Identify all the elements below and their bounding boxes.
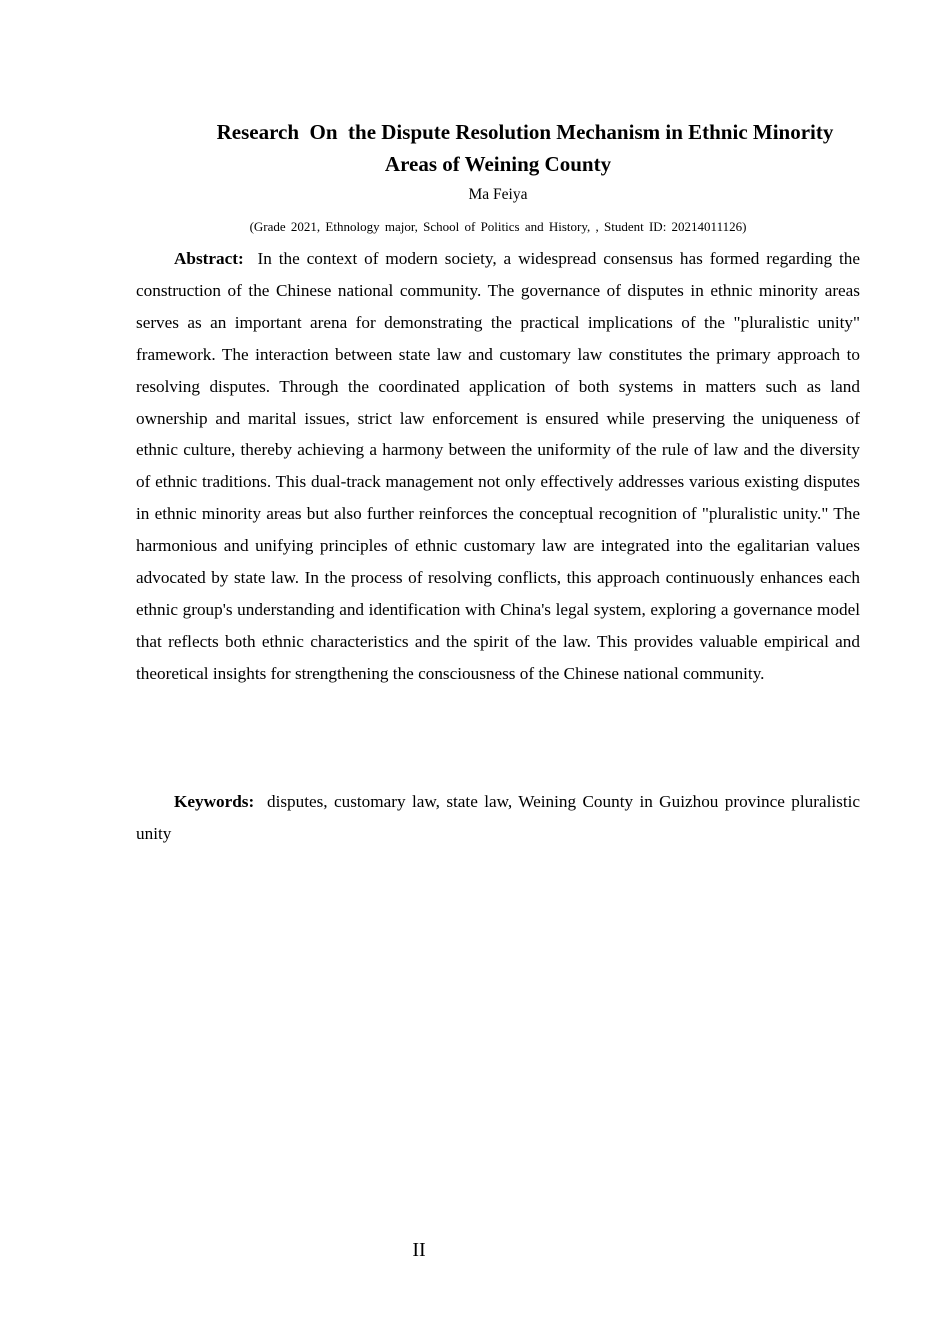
page-number: II — [412, 1239, 426, 1261]
paper-title-line-1: Research On the Dispute Resolution Mechanism in Ethnic Minority — [216, 120, 834, 144]
author-name: Ma Feiya — [468, 186, 528, 203]
keywords-label: Keywords: — [174, 792, 255, 811]
abstract-paragraph — [136, 243, 860, 690]
author-affiliation: (Grade 2021, Ethnology major, School of Politics and History, , Student ID: 20214011126) — [249, 219, 747, 234]
abstract-label: Abstract: — [174, 249, 244, 268]
paper-title — [136, 116, 860, 180]
keywords-paragraph — [136, 786, 860, 850]
keywords-text: disputes, customary law, state law, Weining County in Guizhou province pluralistic unity — [136, 792, 860, 843]
paper-title-line-2: Areas of Weining County — [384, 152, 612, 176]
abstract-text: In the context of modern society, a widespread consensus has formed regarding the construction of the Chinese national community. The governance of disputes in ethnic minority areas serves as an important arena for demonstrating the practical implications of the "pluralistic unity" framework. The interaction between state law and customary law constitutes the primary approach to resolving disputes. Through the coordinated application of both systems in matters such as land ownership and marital issues, strict law enforcement is ensured while preserving the uniqueness of ethnic culture, thereby achieving a harmony between the uniformity of the rule of law and the diversity of ethnic traditions. This dual-track management not only effectively addresses various existing disputes in ethnic minority areas but also further reinforces the conceptual recognition of "pluralistic unity." The harmonious and unifying principles of ethnic customary law are integrated into the egalitarian values advocated by state law. In the process of resolving conflicts, this approach continuously enhances each ethnic group's understanding and identification with China's legal system, exploring a governance model that reflects both ethnic characteristics and the spirit of the law. This provides valuable empirical and theoretical insights for strengthening the consciousness of the Chinese national community. — [136, 249, 861, 683]
